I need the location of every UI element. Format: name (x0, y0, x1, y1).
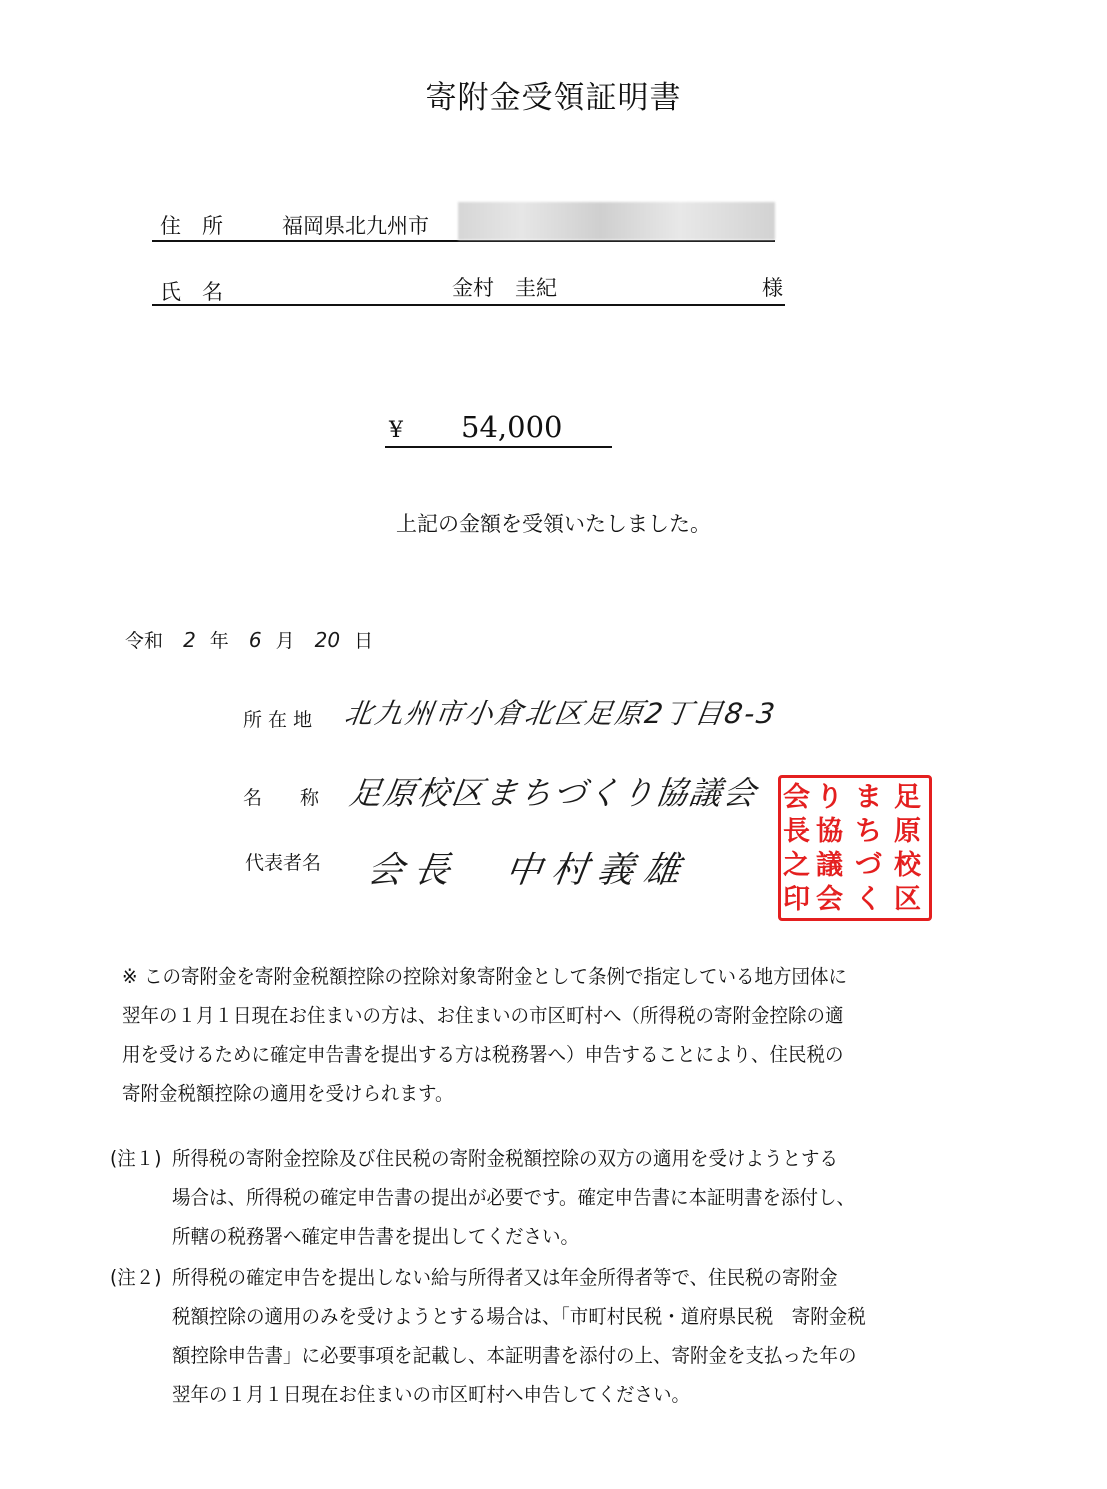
seal-character: ち (855, 815, 882, 847)
note-1-prefix: (注１) (110, 1148, 162, 1171)
address-value: 福岡県北九州市 (282, 214, 429, 238)
amount-value: 54,000 (461, 410, 563, 444)
seal-character: 協 (816, 815, 843, 847)
seal-character: づ (855, 849, 882, 881)
recipient-address-row (152, 208, 775, 242)
representative-label: 代表者名 (245, 852, 322, 874)
note-2 (110, 1259, 866, 1414)
note-main-line-4: 寄附金税額控除の適用を受けられます。 (122, 1082, 454, 1105)
organization-name-label: 名 称 (243, 787, 320, 809)
seal-character: 会 (783, 781, 810, 813)
date-day-unit: 日 (354, 630, 374, 652)
currency-symbol: ¥ (389, 418, 403, 443)
note-main-line-2: 翌年の１月１日現在お住まいの方は、お住まいの市区町村へ（所得税の寄附金控除の適 (122, 1005, 844, 1028)
note-2-line-3: 額控除申告書」に必要事項を記載し、本証明書を添付の上、寄附金を支払った年の (172, 1345, 857, 1368)
representative-name-handwritten: 会長 中村義雄 (364, 850, 693, 891)
note-1-line-3: 所轄の税務署へ確定申告書を提出してください。 (172, 1226, 580, 1249)
note-2-prefix: (注２) (110, 1267, 162, 1290)
note-1-line-1: 所得税の寄附金控除及び住民税の寄附金税額控除の双方の適用を受けようとする (172, 1148, 839, 1171)
seal-character: ま (855, 781, 882, 813)
seal-character: 印 (783, 883, 810, 915)
date-year-unit: 年 (209, 630, 229, 652)
seal-character: 会 (816, 883, 843, 915)
note-1-line-2: 場合は、所得税の確定申告書の提出が必要です。確定申告書に本証明書を添付し、 (172, 1187, 856, 1210)
reference-mark: ※ (122, 966, 138, 989)
seal-character: 校 (894, 849, 921, 881)
received-statement: 上記の金額を受領いたしました。 (396, 512, 711, 536)
seal-character: 長 (783, 815, 810, 847)
amount-row (385, 410, 612, 448)
location-label: 所 在 地 (243, 709, 313, 731)
organization-seal-stamp (778, 775, 932, 921)
redacted-address-block (458, 202, 775, 240)
seal-character: 議 (816, 849, 843, 881)
document-title: 寄附金受領証明書 (425, 80, 682, 116)
note-2-line-2: 税額控除の適用のみを受けようとする場合は、「市町村民税・道府県民税 寄附金税 (172, 1306, 866, 1329)
name-value: 金村 圭紀 (452, 276, 557, 300)
note-2-line-4: 翌年の１月１日現在お住まいの市区町村へ申告してください。 (172, 1383, 691, 1406)
date-month: 6 (248, 628, 262, 652)
name-label: 氏 名 (160, 280, 223, 304)
recipient-name-row (152, 272, 785, 306)
date-era: 令和 (125, 630, 164, 652)
address-label: 住 所 (160, 214, 223, 238)
location-value-handwritten: 北九州市小倉北区足原2丁目8-3 (342, 697, 779, 730)
seal-character: り (816, 781, 843, 813)
seal-character: く (855, 883, 882, 915)
note-2-line-1: 所得税の確定申告を提出しない給与所得者又は年金所得者等で、住民税の寄附金 (172, 1267, 838, 1290)
seal-character: 区 (894, 883, 921, 915)
note-main-line-3: 用を受けるために確定申告書を提出する方は税務署へ）申告することにより、住民税の (122, 1044, 844, 1067)
seal-character: 之 (783, 849, 810, 881)
note-1 (110, 1140, 855, 1257)
organization-name-handwritten: 足原校区まちづくり協議会 (347, 774, 761, 812)
date-day: 20 (314, 628, 341, 652)
note-main (122, 958, 1002, 1113)
name-honorific: 様 (762, 276, 783, 300)
seal-character: 原 (894, 815, 921, 847)
issue-date (125, 626, 373, 653)
note-main-line-1: この寄附金を寄附金税額控除の控除対象寄附金として条例で指定している地方団体に (144, 966, 848, 989)
date-year: 2 (183, 628, 196, 652)
date-month-unit: 月 (275, 630, 295, 652)
seal-character: 足 (894, 781, 921, 813)
